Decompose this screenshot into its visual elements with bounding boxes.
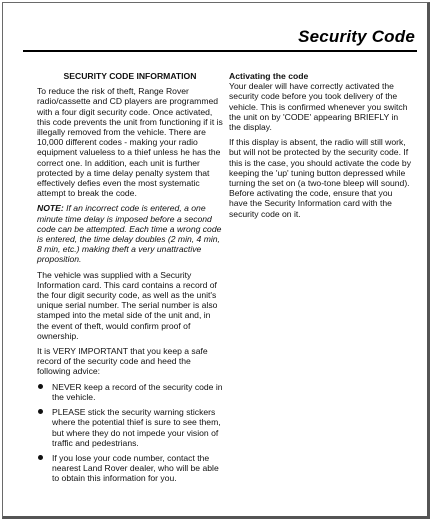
bullet-icon (38, 409, 43, 414)
advice-list (37, 382, 223, 484)
intro-paragraph: To reduce the risk of theft, Range Rover radio/cassette and CD players are programmed with a four digit security code. Once activated, this code prevents the unit from functioning if it is illegally removed from the vehicle. There are 10,000 different codes - making your radio equipment valueless to a thief unless he has the correct one. In addition, each unit is further protected by a time delay penalty system that effectively defies even the most systematic attempt to break the code. (37, 86, 223, 199)
list-item-text: PLEASE stick the security warning stickers where the potential thief is sure to see them, but where they do not impede your vision of traffic and pedestrians. (52, 407, 221, 448)
list-item (37, 382, 223, 402)
activation-paragraph-2: If this display is absent, the radio will still work, but will not be protected by the security code. If this is the case, you should activate the code by keeping the 'up' tuning button depressed while turning the set on (a two-tone bleep will sound). Before activating the code, ensure that you have the Security Information card with the security code on it. (229, 137, 412, 219)
note-paragraph (37, 203, 223, 264)
page-title: Security Code (298, 27, 415, 46)
section-heading-activating-the-code: Activating the code (229, 71, 309, 81)
list-item (37, 407, 223, 448)
list-item (37, 453, 223, 484)
bullet-icon (38, 455, 43, 460)
note-text: If an incorrect code is entered, a one minute time delay is imposed before a second code can be attempted. Each time a wrong code is entered, the time delay doubles (2 min, 4 min, 8 min, etc.) making theft a very unattractive proposition. (37, 203, 222, 265)
title-rule (23, 50, 417, 52)
activation-paragraph-1: Your dealer will have correctly activated the security code before you took delivery of the vehicle. This is confirmed whenever you switch the unit on by 'CODE' appearing BRIEFLY in the display. (229, 81, 408, 133)
manual-page (2, 2, 430, 519)
left-column (37, 71, 223, 489)
right-column (229, 71, 411, 224)
list-item-text: If you lose your code number, contact the nearest Land Rover dealer, who will be able to obtain this information for you. (52, 452, 219, 484)
list-item-text: NEVER keep a record of the security code in the vehicle. (52, 381, 223, 402)
security-card-paragraph: The vehicle was supplied with a Security Information card. This card contains a record of the four digit security code, as well as the unit's unique serial number. The serial number is also stamped into the metal side of the unit and, in the event of theft, would confirm proof of ownership. (37, 269, 218, 341)
note-label: NOTE: (37, 203, 64, 214)
bullet-icon (38, 384, 43, 389)
section-heading-security-code-information: SECURITY CODE INFORMATION (63, 71, 197, 81)
advice-intro-paragraph: It is VERY IMPORTANT that you keep a safe record of the security code and heed the following advice: (37, 346, 208, 377)
